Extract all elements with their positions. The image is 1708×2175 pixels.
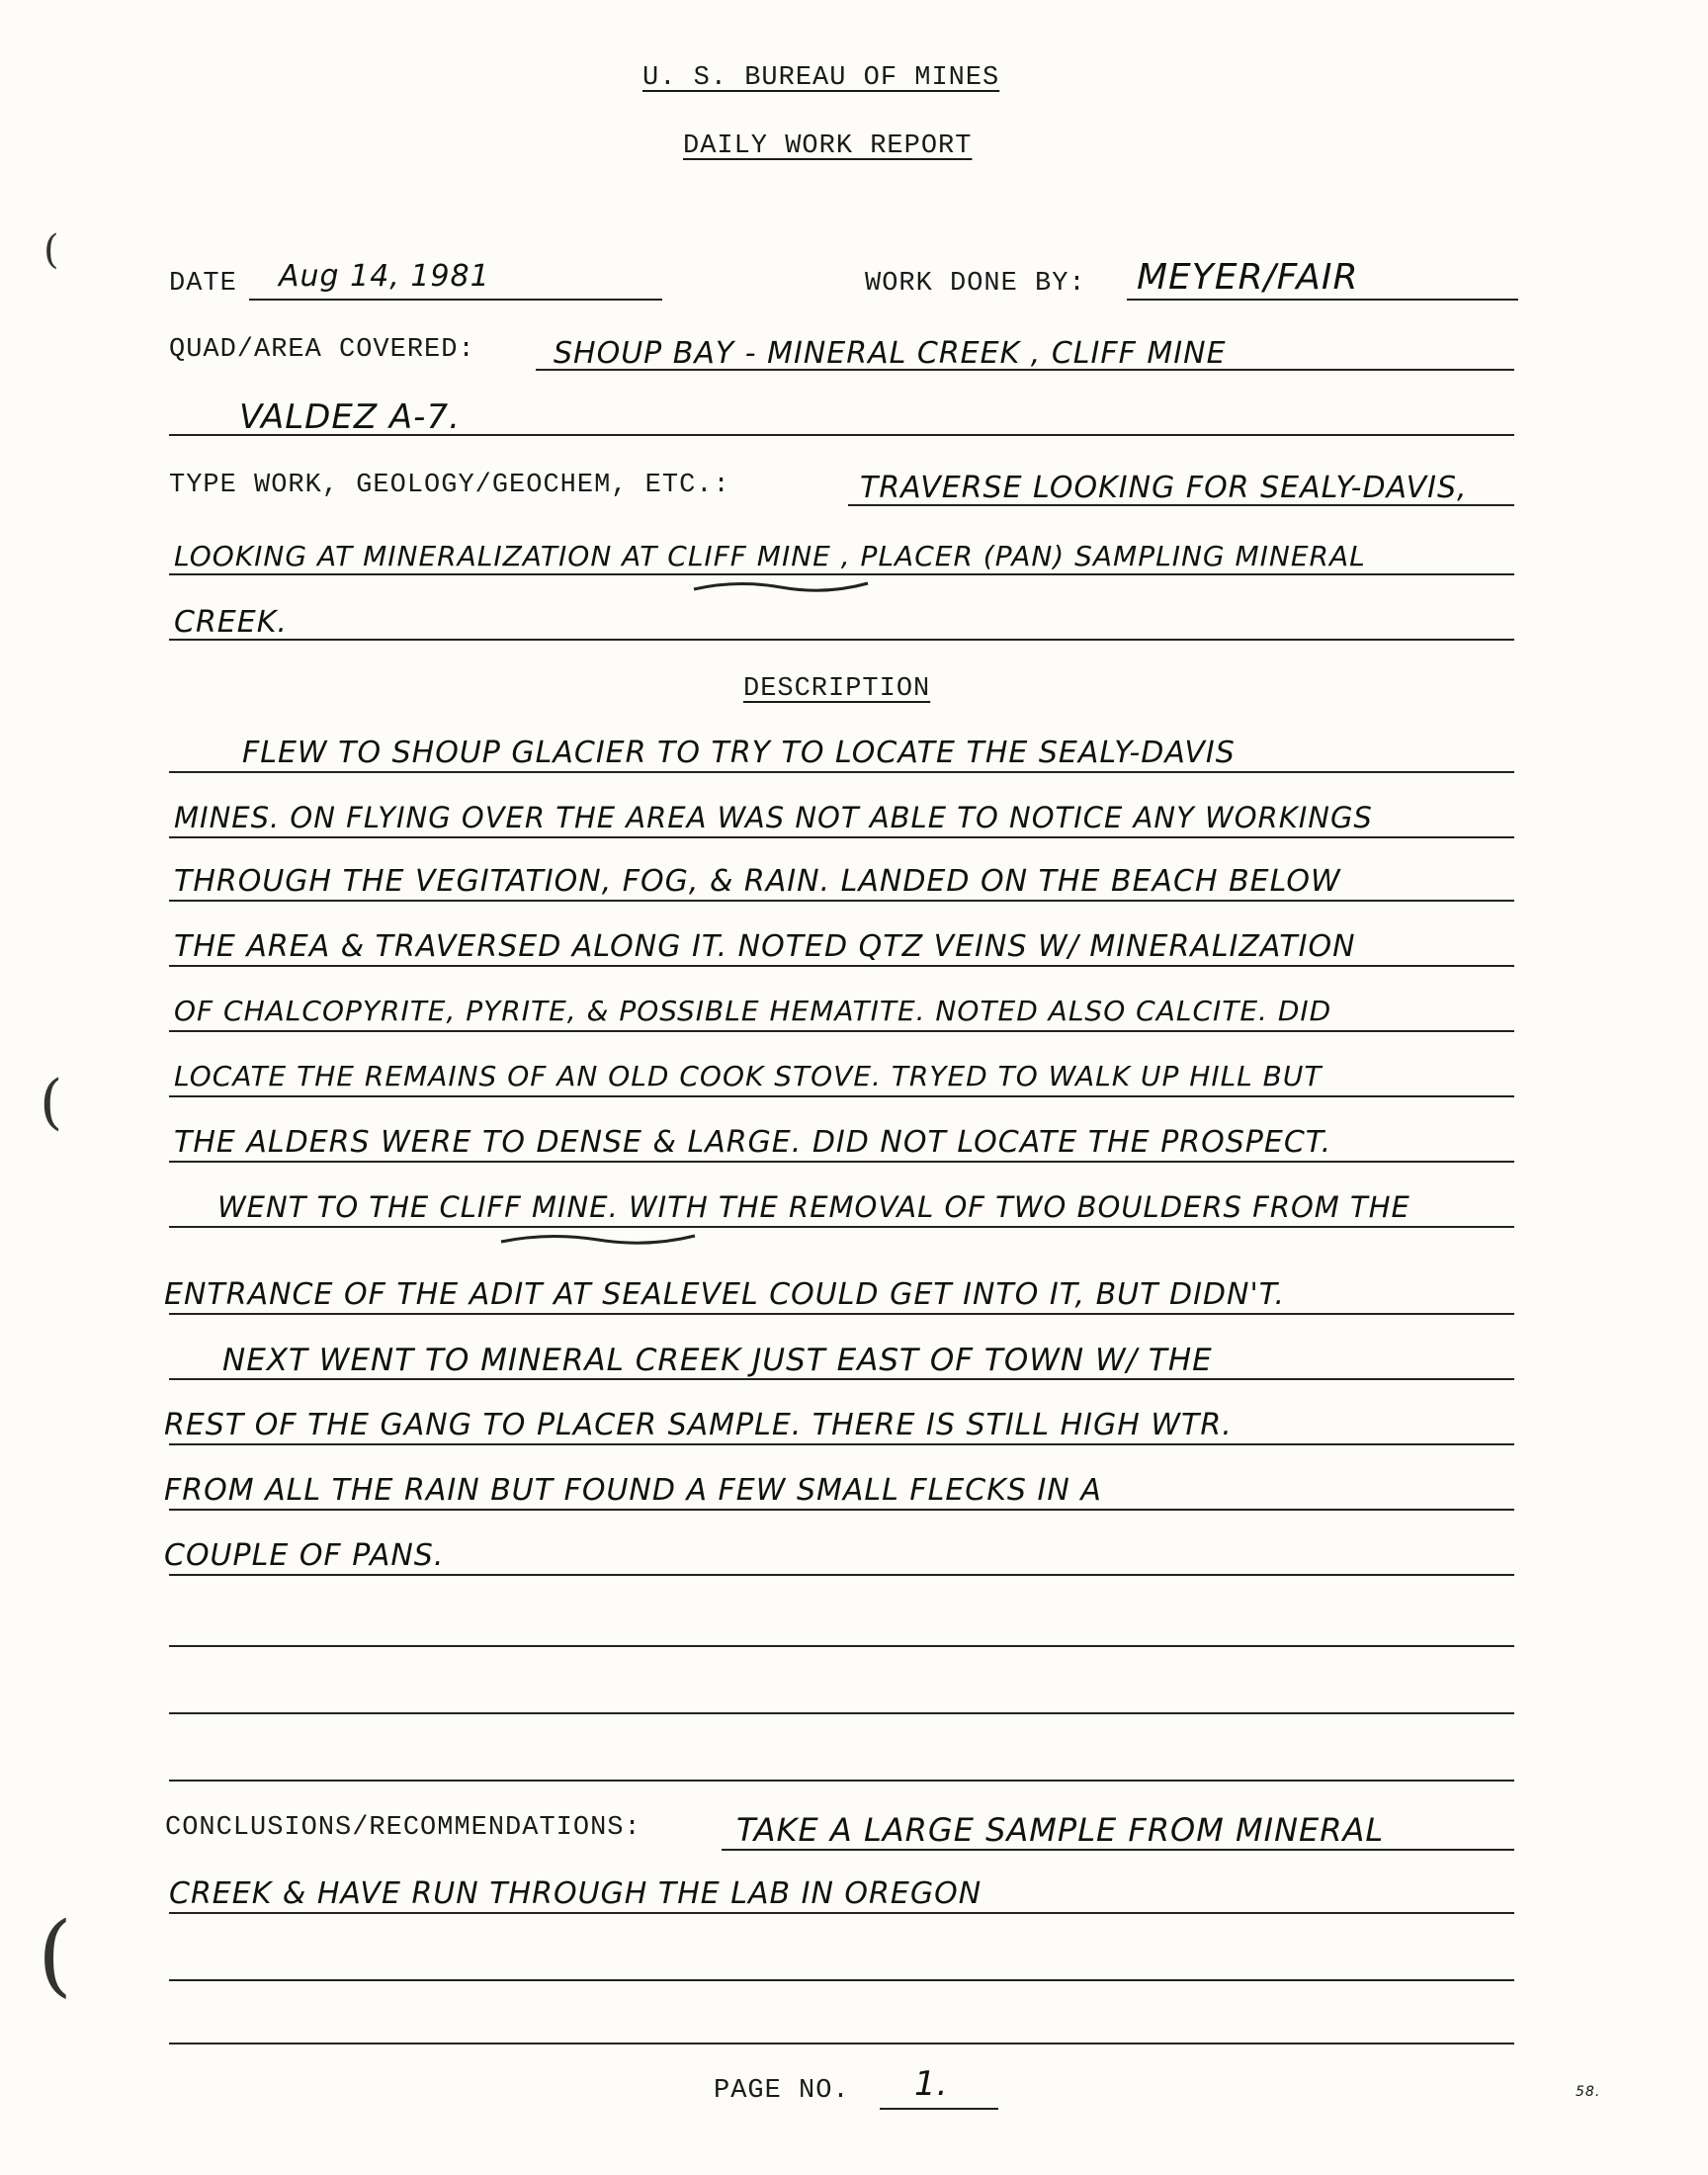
cliff-mine-underline-1 [692, 577, 870, 597]
work-done-by-rule [1127, 299, 1518, 301]
description-rule-4 [169, 965, 1514, 967]
type-work-rule-2 [169, 573, 1514, 575]
type-work-line-1: TRAVERSE LOOKING FOR SEALY-DAVIS, [860, 471, 1468, 505]
quad-label: QUAD/AREA COVERED: [169, 335, 475, 365]
description-line-5: OF CHALCOPYRITE, PYRITE, & POSSIBLE HEMATITE. NOTED ALSO CALCITE. DID [174, 995, 1332, 1027]
description-rule-16 [169, 1780, 1514, 1782]
description-rule-1 [169, 771, 1514, 773]
description-line-6: LOCATE THE REMAINS OF AN OLD COOK STOVE. TRYED TO WALK UP HILL BUT [174, 1060, 1323, 1092]
description-line-11: REST OF THE GANG TO PLACER SAMPLE. THERE IS STILL HIGH WTR. [164, 1408, 1233, 1442]
description-rule-2 [169, 836, 1514, 838]
description-line-10: NEXT WENT TO MINERAL CREEK JUST EAST OF TOWN W/ THE [222, 1343, 1213, 1378]
margin-mark-bottom: ( [38, 1903, 73, 2007]
description-line-13: COUPLE OF PANS. [164, 1538, 445, 1573]
margin-mark-middle: ( [40, 1068, 63, 1137]
quad-rule-2 [169, 434, 1514, 436]
description-rule-11 [169, 1443, 1514, 1445]
type-work-rule-1 [848, 504, 1514, 506]
conclusions-line-1: TAKE A LARGE SAMPLE FROM MINERAL [736, 1811, 1385, 1849]
description-line-12: FROM ALL THE RAIN BUT FOUND A FEW SMALL FLECKS IN A [164, 1473, 1102, 1508]
type-work-line-3: CREEK. [174, 605, 288, 640]
conclusions-line-2: CREEK & HAVE RUN THROUGH THE LAB IN OREGON [169, 1876, 982, 1911]
description-rule-9 [169, 1313, 1514, 1315]
description-line-7: THE ALDERS WERE TO DENSE & LARGE. DID NOT LOCATE THE PROSPECT. [174, 1125, 1332, 1160]
page-number-label: PAGE NO. [714, 2076, 850, 2106]
agency-title: U. S. BUREAU OF MINES [642, 63, 1000, 93]
date-rule [249, 299, 662, 301]
description-rule-3 [169, 900, 1514, 902]
description-rule-14 [169, 1645, 1514, 1647]
form-title: DAILY WORK REPORT [683, 131, 973, 161]
description-line-3: THROUGH THE VEGITATION, FOG, & RAIN. LANDED ON THE BEACH BELOW [174, 864, 1341, 899]
description-rule-5 [169, 1030, 1514, 1032]
description-line-2: MINES. ON FLYING OVER THE AREA WAS NOT ABLE TO NOTICE ANY WORKINGS [174, 801, 1373, 834]
conclusions-label: CONCLUSIONS/RECOMMENDATIONS: [165, 1813, 641, 1843]
conclusions-rule-1 [722, 1849, 1514, 1851]
corner-page-number: 58. [1576, 2084, 1601, 2100]
description-line-8: WENT TO THE CLIFF MINE. WITH THE REMOVAL OF TWO BOULDERS FROM THE [217, 1190, 1410, 1224]
conclusions-rule-3 [169, 1979, 1514, 1981]
type-work-line-2: LOOKING AT MINERALIZATION AT CLIFF MINE , PLACER (PAN) SAMPLING MINERAL [174, 540, 1366, 572]
description-rule-15 [169, 1712, 1514, 1714]
description-rule-6 [169, 1095, 1514, 1097]
description-line-4: THE AREA & TRAVERSED ALONG IT. NOTED QTZ VEINS W/ MINERALIZATION [174, 929, 1356, 964]
conclusions-rule-2 [169, 1912, 1514, 1914]
quad-line-2: VALDEZ A-7. [239, 397, 461, 437]
cliff-mine-underline-2 [499, 1230, 697, 1250]
description-rule-7 [169, 1161, 1514, 1163]
conclusions-rule-4 [169, 2043, 1514, 2044]
description-rule-12 [169, 1509, 1514, 1511]
type-work-label: TYPE WORK, GEOLOGY/GEOCHEM, ETC.: [169, 471, 730, 500]
page-number-rule [880, 2108, 998, 2110]
page-number-value: 1. [914, 2064, 949, 2104]
date-value: Aug 14, 1981 [279, 259, 490, 294]
description-rule-13 [169, 1574, 1514, 1576]
quad-line-1: SHOUP BAY - MINERAL CREEK , CLIFF MINE [554, 336, 1227, 371]
margin-mark-top: ( [43, 227, 59, 273]
description-line-9: ENTRANCE OF THE ADIT AT SEALEVEL COULD GET INTO IT, BUT DIDN'T. [164, 1277, 1286, 1312]
description-heading: DESCRIPTION [743, 674, 931, 704]
description-rule-8 [169, 1226, 1514, 1228]
date-label: DATE [169, 269, 237, 299]
type-work-rule-3 [169, 639, 1514, 641]
work-done-by-value: MEYER/FAIR [1137, 257, 1359, 298]
description-rule-10 [169, 1378, 1514, 1380]
quad-rule-1 [536, 369, 1514, 371]
work-done-by-label: WORK DONE BY: [865, 269, 1086, 299]
description-line-1: FLEW TO SHOUP GLACIER TO TRY TO LOCATE THE SEALY-DAVIS [242, 736, 1236, 770]
